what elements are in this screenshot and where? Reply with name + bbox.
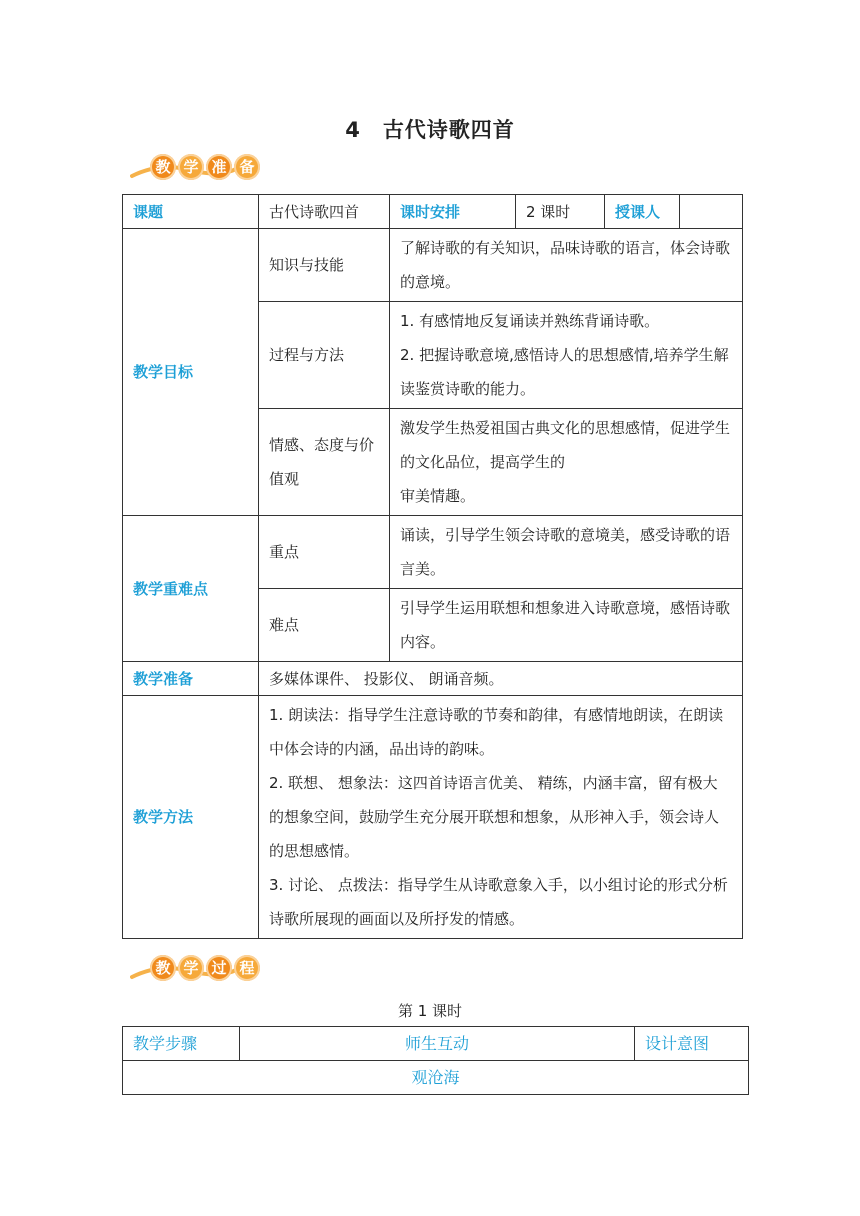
method-item: 3. 讨论、 点拨法：指导学生从诗歌意象入手，以小组讨论的形式分析诗歌所展现的画面以及所抒发的情感。 xyxy=(269,876,728,928)
objective-text xyxy=(390,302,743,409)
title-number: 4 xyxy=(345,118,361,142)
banner-teaching-process xyxy=(130,955,255,985)
objectives-label: 教学目标 xyxy=(123,229,259,516)
process-col-interaction: 师生互动 xyxy=(240,1027,635,1061)
objective-line: 1. 有感情地反复诵读并熟练背诵诗歌。 xyxy=(400,312,660,330)
schedule-value: 2 课时 xyxy=(516,195,605,229)
lesson-caption: 第 1 课时 xyxy=(397,1002,463,1020)
keypoint-sub-label: 重点 xyxy=(259,516,390,589)
preparation-text: 多媒体课件、 投影仪、 朗诵音频。 xyxy=(259,662,743,696)
banner-char: 学 xyxy=(178,154,204,180)
topic-label: 课题 xyxy=(123,195,259,229)
title-text: 古代诗歌四首 xyxy=(382,118,515,142)
banner-char: 教 xyxy=(150,955,176,981)
banner-char: 过 xyxy=(206,955,232,981)
teacher-value xyxy=(680,195,743,229)
methods-text xyxy=(259,696,743,939)
objective-line: 2. 把握诗歌意境,感悟诗人的思想感情,培养学生解读鉴赏诗歌的能力。 xyxy=(400,346,729,398)
schedule-label: 课时安排 xyxy=(390,195,516,229)
preparation-label: 教学准备 xyxy=(123,662,259,696)
keypoint-text: 引导学生运用联想和想象进入诗歌意境，感悟诗歌内容。 xyxy=(390,589,743,662)
banner-teaching-preparation xyxy=(130,154,255,184)
banner-char: 准 xyxy=(206,154,232,180)
lesson-plan-table xyxy=(122,194,743,939)
keypoint-text: 诵读，引导学生领会诗歌的意境美，感受诗歌的语言美。 xyxy=(390,516,743,589)
objective-line: 激发学生热爱祖国古典文化的思想感情，促进学生的文化品位，提高学生的 xyxy=(400,419,731,471)
method-item: 1. 朗读法：指导学生注意诗歌的节奏和韵律，有感情地朗读，在朗读中体会诗的内涵，品出诗的韵味。 xyxy=(269,706,724,758)
process-col-steps: 教学步骤 xyxy=(123,1027,240,1061)
process-col-intent: 设计意图 xyxy=(635,1027,749,1061)
page-title xyxy=(0,114,860,144)
keypoint-sub-label: 难点 xyxy=(259,589,390,662)
objective-sub-label: 过程与方法 xyxy=(259,302,390,409)
banner-char: 备 xyxy=(234,154,260,180)
topic-value: 古代诗歌四首 xyxy=(259,195,390,229)
method-item: 2. 联想、 想象法：这四首诗语言优美、 精练，内涵丰富，留有极大的想象空间，鼓励学生充分展开联想和想象，从形神入手，领会诗人的思想感情。 xyxy=(269,774,720,860)
methods-label: 教学方法 xyxy=(123,696,259,939)
teacher-label: 授课人 xyxy=(605,195,680,229)
objective-text xyxy=(390,409,743,516)
process-table xyxy=(122,1026,749,1095)
objective-sub-label: 情感、态度与价值观 xyxy=(259,409,390,516)
banner-char: 教 xyxy=(150,154,176,180)
banner-char: 程 xyxy=(234,955,260,981)
process-section-title: 观沧海 xyxy=(123,1061,749,1095)
objective-line: 审美情趣。 xyxy=(400,487,476,505)
keypoints-label: 教学重难点 xyxy=(123,516,259,662)
objective-sub-label: 知识与技能 xyxy=(259,229,390,302)
banner-char: 学 xyxy=(178,955,204,981)
objective-text: 了解诗歌的有关知识，品味诗歌的语言，体会诗歌的意境。 xyxy=(390,229,743,302)
